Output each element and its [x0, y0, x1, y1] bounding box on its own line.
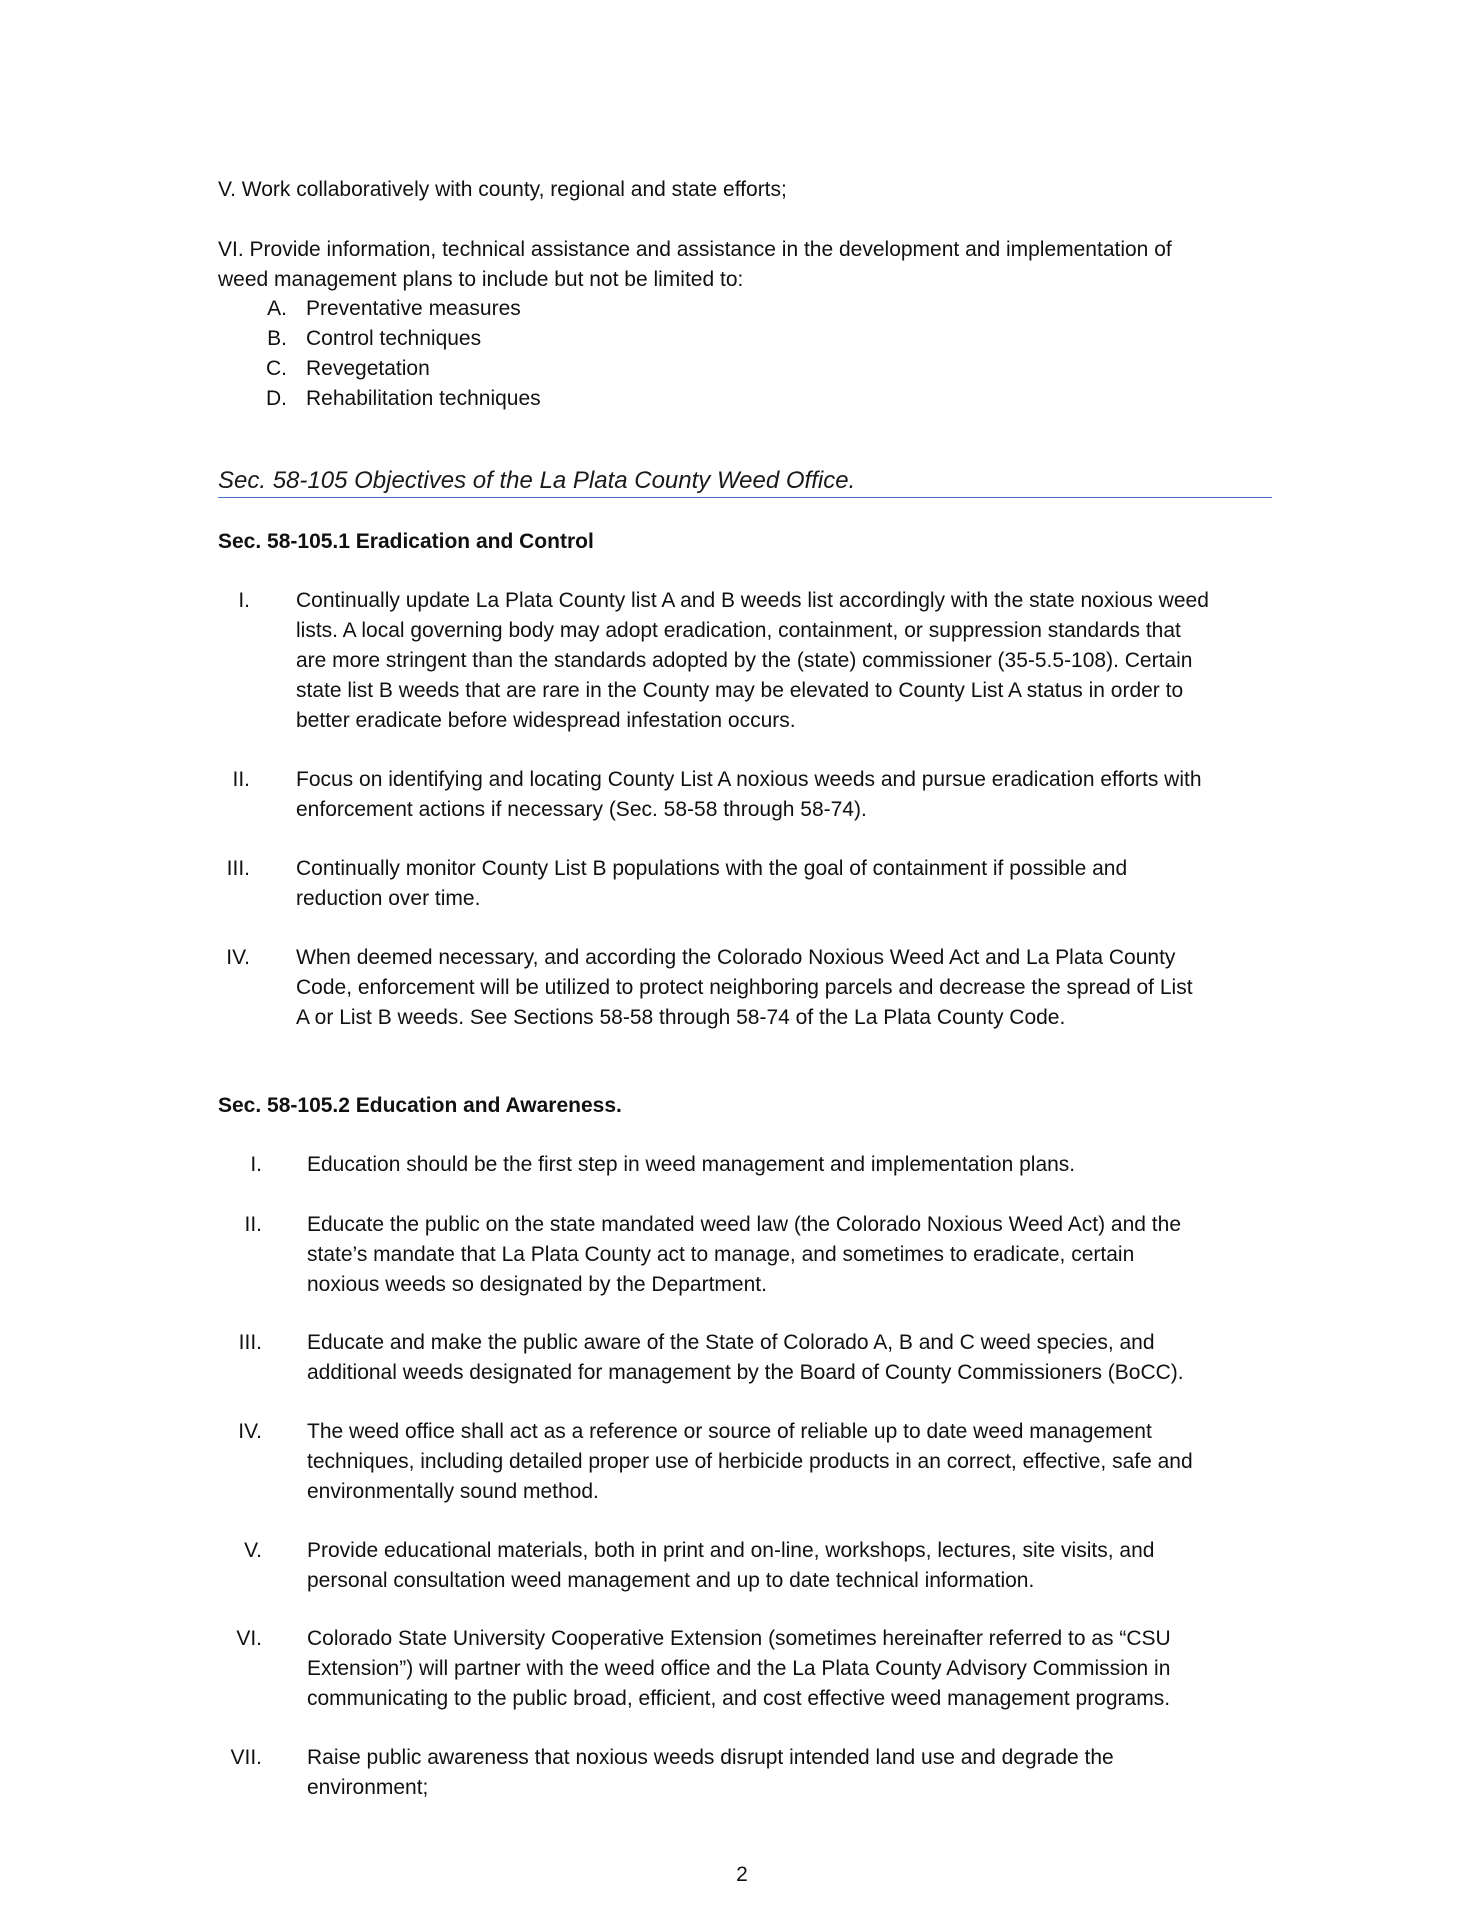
item-number: II. — [244, 1213, 262, 1236]
item-line: Extension”) will partner with the weed office and the La Plata County Advisory Commission in — [307, 1657, 1171, 1680]
item-line: lists. A local governing body may adopt eradication, containment, or suppression standards that — [296, 619, 1181, 642]
item-line: Colorado State University Cooperative Extension (sometimes hereinafter referred to as “CSU — [307, 1627, 1171, 1650]
list-item-text: Preventative measures — [306, 297, 521, 320]
page-number: 2 — [736, 1863, 748, 1886]
item-line: Provide educational materials, both in print and on-line, workshops, lectures, site visits, and — [307, 1539, 1155, 1562]
item-line: Educate the public on the state mandated weed law (the Colorado Noxious Weed Act) and the — [307, 1213, 1181, 1236]
item-line: Code, enforcement will be utilized to protect neighboring parcels and decrease the spread of List — [296, 976, 1193, 999]
list-item-text: Control techniques — [306, 327, 482, 350]
list-item — [257, 324, 957, 354]
item-number: III. — [226, 857, 250, 880]
item-number: I. — [250, 1153, 262, 1176]
item-line: Educate and make the public aware of the State of Colorado A, B and C weed species, and — [307, 1331, 1155, 1354]
item-line: noxious weeds so designated by the Department. — [307, 1273, 767, 1296]
item-line: Raise public awareness that noxious weeds disrupt intended land use and degrade the — [307, 1746, 1114, 1769]
item-number: III. — [238, 1331, 262, 1354]
item-text — [307, 1150, 1075, 1180]
subsection-title-education: Sec. 58-105.2 Education and Awareness. — [218, 1094, 622, 1117]
item-number: V. — [244, 1539, 262, 1562]
subsection-title-eradication: Sec. 58-105.1 Eradication and Control — [218, 530, 594, 553]
item-text — [307, 1210, 1181, 1300]
item-text — [307, 1536, 1154, 1596]
item-line: techniques, including detailed proper use of herbicide products in an correct, effective, safe and — [307, 1450, 1193, 1473]
item-line: state’s mandate that La Plata County act to manage, and sometimes to eradicate, certain — [307, 1243, 1135, 1266]
list-item-letter: B. — [267, 327, 287, 350]
intro-item-vi-line: weed management plans to include but not be limited to: — [218, 268, 744, 291]
item-line: communicating to the public broad, efficient, and cost effective weed management programs. — [307, 1687, 1171, 1710]
list-item-letter: D. — [266, 387, 287, 410]
list-item-text: Rehabilitation techniques — [306, 387, 541, 410]
item-line: The weed office shall act as a reference or source of reliable up to date weed management — [307, 1420, 1152, 1443]
item-line: enforcement actions if necessary (Sec. 58-58 through 58-74). — [296, 798, 867, 821]
intro-item-v: V. Work collaboratively with county, regional and state efforts; — [218, 178, 787, 201]
item-line: environment; — [307, 1776, 429, 1799]
intro-sub-list — [257, 294, 957, 414]
intro-item-vi-line: VI. Provide information, technical assistance and assistance in the development and implementation of — [218, 238, 1172, 261]
item-number: IV. — [226, 946, 250, 969]
intro-item-vi — [218, 235, 1278, 295]
item-line: state list B weeds that are rare in the County may be elevated to County List A status in order to — [296, 679, 1184, 702]
item-line: are more stringent than the standards adopted by the (state) commissioner (35-5.5-108). Certain — [296, 649, 1193, 672]
item-text — [307, 1417, 1193, 1507]
list-item — [257, 354, 957, 384]
item-number: IV. — [238, 1420, 262, 1443]
item-line: Continually update La Plata County list A and B weeds list accordingly with the state noxious weed — [296, 589, 1209, 612]
item-number: VI. — [236, 1627, 262, 1650]
item-text — [307, 1328, 1184, 1388]
item-line: reduction over time. — [296, 887, 481, 910]
item-text — [296, 765, 1202, 825]
item-number: I. — [238, 589, 250, 612]
item-line: environmentally sound method. — [307, 1480, 599, 1503]
item-line: Focus on identifying and locating County List A noxious weeds and pursue eradication efforts with — [296, 768, 1202, 791]
item-line: Continually monitor County List B populations with the goal of containment if possible and — [296, 857, 1128, 880]
item-line: When deemed necessary, and according the Colorado Noxious Weed Act and La Plata County — [296, 946, 1176, 969]
list-item — [257, 294, 957, 324]
item-text — [307, 1743, 1114, 1803]
list-item-letter: C. — [266, 357, 287, 380]
item-number: VII. — [230, 1746, 262, 1769]
item-text — [296, 854, 1127, 914]
list-item-text: Revegetation — [306, 357, 430, 380]
item-line: personal consultation weed management and up to date technical information. — [307, 1569, 1035, 1592]
item-line: additional weeds designated for management by the Board of County Commissioners (BoCC). — [307, 1361, 1184, 1384]
item-text — [307, 1624, 1171, 1714]
item-text — [296, 586, 1209, 736]
item-text — [296, 943, 1193, 1033]
item-line: better eradicate before widespread infestation occurs. — [296, 709, 796, 732]
list-item — [257, 384, 957, 414]
item-line: Education should be the first step in weed management and implementation plans. — [307, 1153, 1076, 1176]
item-number: II. — [232, 768, 250, 791]
list-item-letter: A. — [267, 297, 287, 320]
section-heading: Sec. 58-105 Objectives of the La Plata County Weed Office. — [218, 466, 1272, 498]
item-line: A or List B weeds. See Sections 58-58 through 58-74 of the La Plata County Code. — [296, 1006, 1066, 1029]
